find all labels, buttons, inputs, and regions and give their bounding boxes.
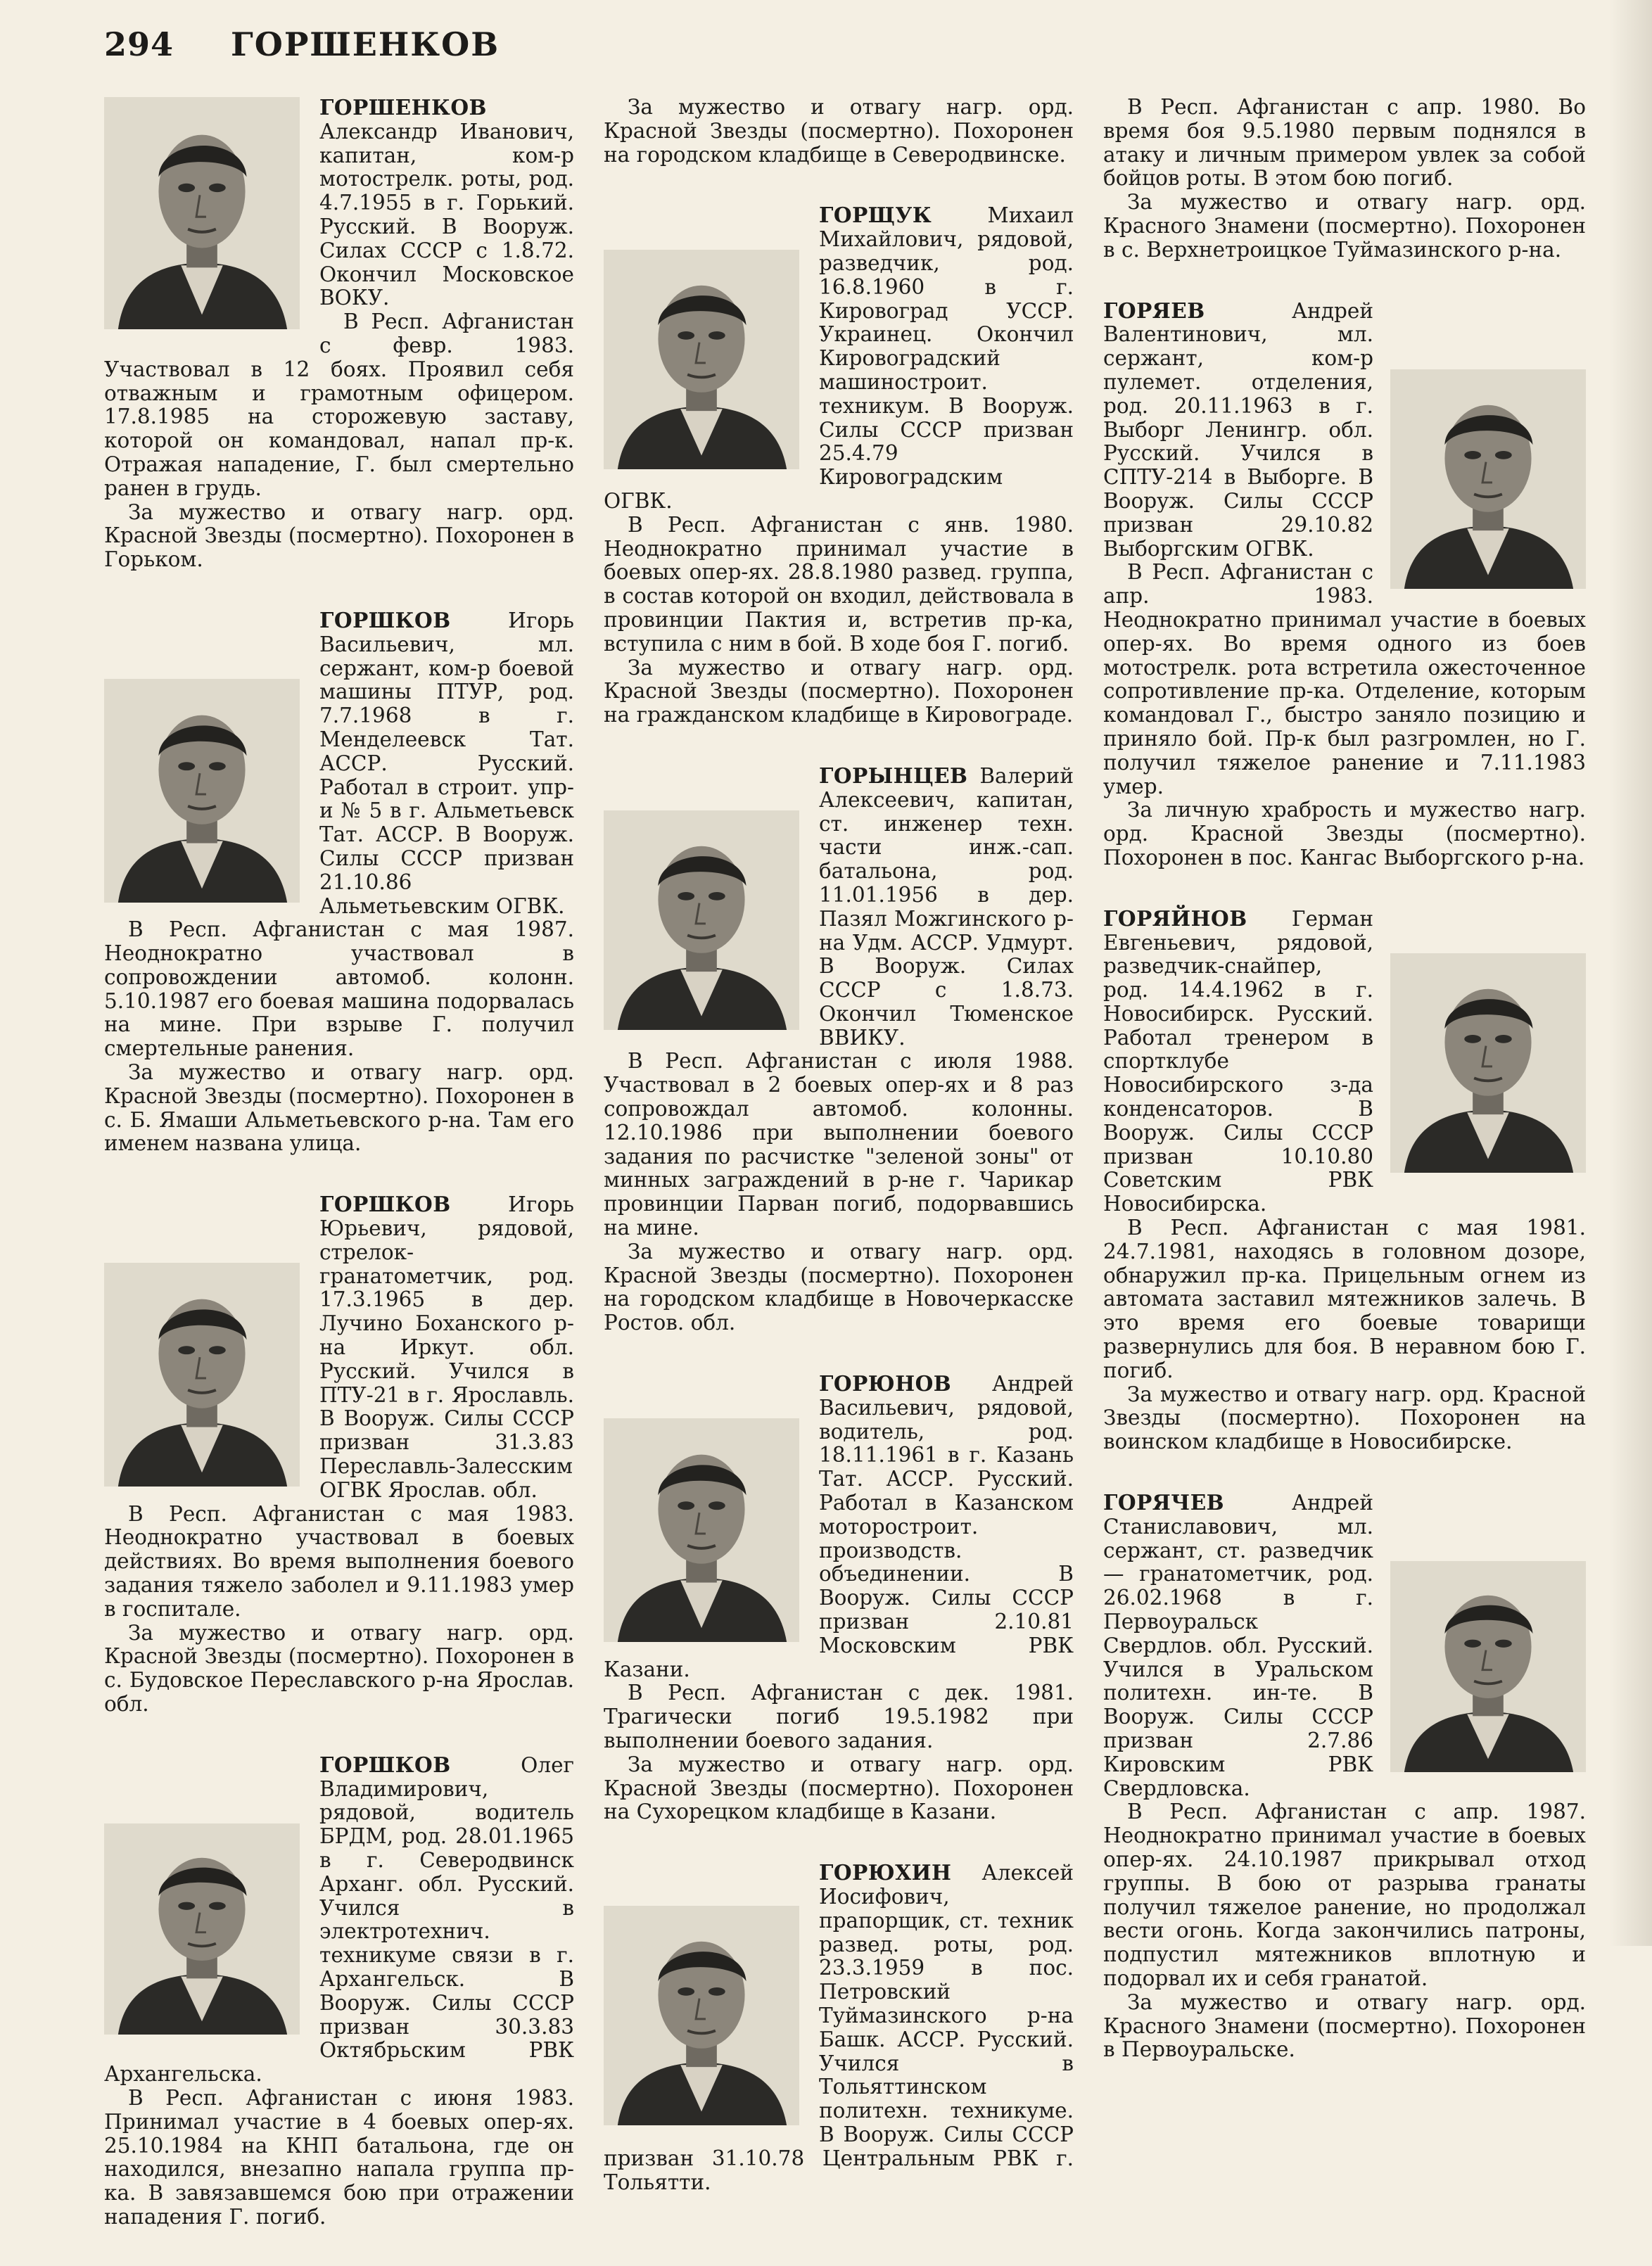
entry-continuation — [604, 96, 1074, 167]
entry-surname: ГОРЫНЦЕВ — [819, 763, 968, 788]
running-head: ГОРШЕНКОВ — [231, 25, 500, 63]
entry-paragraph: В Респ. Афганистан с июля 1988. Участвовал в 2 боевых опер-ях и 8 раз сопровождал автомоб. колонны. 12.10.1986 при выполнении боевого задания по расчистке "зеленой зоны" от минных заграждений в р-не г. Чарикар провинции Парван погиб, подорвавшись на мине. — [604, 1049, 1074, 1240]
entry-paragraph: За мужество и отвагу нагр. орд. Красной Звезды (посмертно). Похоронен в с. Будовское Переславского р-на Ярослав. обл. — [104, 1620, 574, 1716]
portrait-photo-icon — [104, 1823, 300, 2035]
entry-surname: ГОРЯЙНОВ — [1103, 905, 1247, 931]
entry-paragraph: За мужество и отвагу нагр. орд. Красной Звезды (посмертно). Похоронен на городском кладбище в Новочеркасске Ростов. обл. — [604, 1239, 1074, 1335]
entry-paragraph: В Респ. Афганистан с янв. 1980. Неоднократно принимал участие в боевых опер-ях. 28.8.1980 развед. группа, в состав которой он входил, действовала в провинции Пактия и, встретив пр-ка, вступила с ним в бой. В ходе боя Г. погиб. — [604, 512, 1074, 656]
entry-text: Андрей Станиславович, мл. сержант, ст. разведчик — гранатометчик, род. 26.02.1968 в г. Первоуральск Свердлов. обл. Русский. Учился в Уральском политехн. ин-те. В Вооруж. Силы СССР призван 2.7.86 Кировским РВК Свердловска. — [1103, 1491, 1373, 1800]
entry-gorshkov-igor-yu — [104, 1192, 574, 1717]
column-2 — [604, 96, 1074, 2231]
portrait-photo-icon — [104, 679, 300, 903]
entry-goryukhin — [604, 1861, 1074, 2194]
entry-surname: ГОРШКОВ — [319, 607, 451, 632]
portrait-photo-icon — [604, 810, 799, 1030]
portrait-photo-icon — [1390, 953, 1586, 1173]
entry-paragraph: В Респ. Афганистан с апр. 1987. Неоднократно принимал участие в боевых опер-ях. 24.10.1987 прикрывал отход группы. В бою от разрыва гранаты получил тяжелое ранение, но продолжал вести огонь. Когда закончились патроны, подпустил мятежников вплотную и подорвал их и себя гранатой. — [1103, 1800, 1586, 1990]
portrait-photo-icon — [104, 1263, 300, 1487]
entry-text: Валерий Алексеевич, капитан, ст. инженер техн. части инж.-сап. батальона, род. 11.01.1956 в дер. Пазял Можгинского р-на Удм. АССР. Удмурт. В Вооруж. Силах СССР с 1.8.73. Окончил Тюменское ВВИКУ. — [819, 763, 1074, 1050]
entry-paragraph: За мужество и отвагу нагр. орд. Красной Звезды (посмертно). Похоронен на Сухорецком кладбище в Казани. — [604, 1752, 1074, 1824]
portrait-photo-icon — [604, 250, 799, 469]
column-3 — [1103, 96, 1586, 2099]
entry-paragraph: За мужество и отвагу нагр. орд. Красной Звезды (посмертно). Похоронен на воинском кладбище в Новосибирске. — [1103, 1382, 1586, 1454]
entry-surname: ГОРШЕНКОВ — [319, 95, 487, 120]
portrait-photo-icon — [104, 97, 300, 329]
column-1 — [104, 96, 574, 2266]
entry-surname: ГОРШКОВ — [319, 1192, 451, 1217]
entry-goryunov — [604, 1372, 1074, 1824]
entry-surname: ГОРЯЧЕВ — [1103, 1490, 1225, 1515]
entry-surname: ГОРЯЕВ — [1103, 298, 1205, 323]
entry-text: Игорь Юрьевич, рядовой, стрелок-гранатометчик, род. 17.3.1965 в дер. Лучино Боханского р-на Иркут. обл. Русский. Учился в ПТУ-21 в г. Ярославль. В Вооруж. Силы СССР призван 31.3.83 Переславль-Залесским ОГВК Ярослав. обл. — [319, 1192, 574, 1502]
entry-surname: ГОРЩУК — [819, 203, 932, 228]
entry-continuation — [1103, 96, 1586, 262]
entry-goryaev — [1103, 299, 1586, 870]
entry-gorshkov-igor-v — [104, 609, 574, 1156]
entry-paragraph: В Респ. Афганистан с мая 1981. 24.7.1981, находясь в головном дозоре, обнаружил пр-ка. Прицельным огнем из автомата заставил мятежников залечь. В это время его боевые товарищи развернулись для боя. В неравном бою Г. погиб. — [1103, 1216, 1586, 1382]
entry-paragraph: За мужество и отвагу нагр. орд. Красной Звезды (посмертно). Похоронен в Горьком. — [104, 499, 574, 572]
entry-surname: ГОРЮНОВ — [819, 1371, 952, 1396]
entry-gorynstev — [604, 764, 1074, 1335]
entry-text: Андрей Валентинович, мл. сержант, ком-р пулемет. отделения, род. 20.11.1963 в г. Выборг Ленингр. обл. Русский. Учился в СПТУ-214 в Выборге. В Вооруж. Силы СССР призван 29.10.82 Выборгским ОГВК. — [1103, 298, 1373, 561]
entry-paragraph: За личную храбрость и мужество нагр. орд. Красной Звезды (посмертно). Похоронен в пос. Кангас Выборгского р-на. — [1103, 798, 1586, 870]
entry-paragraph: За мужество и отвагу нагр. орд. Красной Звезды (посмертно). Похоронен на гражданском кладбище в Кировограде. — [604, 655, 1074, 727]
portrait-photo-icon — [1390, 1561, 1586, 1772]
entry-paragraph: В Респ. Афганистан с мая 1983. Неоднократно участвовал в боевых действиях. Во время выполнения боевого задания тяжело заболел и 9.11.1983 умер в госпитале. — [104, 1501, 574, 1621]
entry-goryainov — [1103, 907, 1586, 1454]
entry-paragraph: В Респ. Афганистан с дек. 1981. Трагически погиб 19.5.1982 при выполнении боевого задания. — [604, 1681, 1074, 1752]
entry-gorshenkov — [104, 96, 574, 572]
page-edge-shadow — [1610, 0, 1652, 1946]
portrait-photo-icon — [604, 1418, 799, 1642]
portrait-photo-icon — [604, 1906, 799, 2125]
portrait-photo-icon — [1390, 369, 1586, 589]
entry-gorshkov-oleg — [104, 1753, 574, 2229]
entry-paragraph: В Респ. Афганистан с апр. 1983. Неоднократно принимал участие в боевых опер-ях. Во время одного из боев мотострелк. рота встретила ожесточенное сопротивление пр-ка. Отделение, которым командовал Г., быстро заняло позицию и приняло бой. Пр-к был разгромлен, но Г. получил тяжелое ранение и 7.11.1983 умер. — [1103, 560, 1586, 798]
entry-text: Герман Евгеньевич, рядовой, разведчик-снайпер, род. 14.4.1962 в г. Новосибирск. Русский. Работал тренером в спортклубе Новосибирского з-да конденсаторов. В Вооруж. Силы СССР призван 10.10.80 Советским РВК Новосибирска. — [1103, 906, 1373, 1216]
entry-text: Андрей Васильевич, рядовой, водитель, род. 18.11.1961 в г. Казань Тат. АССР. Русский. Работал в Казанском моторостроит. производств. объединении. В Вооруж. Силы СССР призван 2.10.81 Московским РВК Казани. — [604, 1372, 1074, 1681]
entry-paragraph: За мужество и отвагу нагр. орд. Красной Звезды (посмертно). Похоронен на городском кладбище в Северодвинске. — [604, 95, 1074, 167]
entry-paragraph: За мужество и отвагу нагр. орд. Красного Знамени (посмертно). Похоронен в с. Верхнетроицкое Туймазинского р-на. — [1103, 190, 1586, 262]
page-number: 294 — [104, 25, 174, 63]
entry-surname: ГОРЮХИН — [819, 1860, 952, 1885]
entry-paragraph: За мужество и отвагу нагр. орд. Красной Звезды (посмертно). Похоронен в с. Б. Ямаши Альметьевского р-на. Там его именем названа улица. — [104, 1060, 574, 1156]
entry-text: Олег Владимирович, рядовой, водитель БРДМ, род. 28.01.1965 в г. Северодвинск Арханг. обл. Русский. Учился в электротехнич. техникуме связи в г. Архангельск. В Вооруж. Силы СССР призван 30.3.83 Октябрьским РВК Архангельска. — [104, 1752, 574, 2087]
entry-paragraph: В Респ. Афганистан с февр. 1983. Участвовал в 12 боях. Проявил себя отважным и грамотным офицером. 17.8.1985 на сторожевую заставу, которой он командовал, напал пр-к. Отражая нападение, Г. был смертельно ранен в грудь. — [104, 310, 574, 500]
entry-text: Михаил Михайлович, рядовой, разведчик, род. 16.8.1960 в г. Кировоград УССР. Украинец. Окончил Кировоградский машиностроит. техникум. В Вооруж. Силы СССР призван 25.4.79 Кировоградским ОГВК. — [604, 203, 1074, 513]
entry-text: Александр Иванович, капитан, ком-р мотострелк. роты, род. 4.7.1955 в г. Горький. Русский. В Вооруж. Силах СССР с 1.8.72. Окончил Московское ВОКУ. — [319, 119, 574, 310]
entry-surname: ГОРШКОВ — [319, 1752, 451, 1777]
entry-text: Игорь Васильевич, мл. сержант, ком-р боевой машины ПТУР, род. 7.7.1968 в г. Менделеевск Тат. АССР. Русский. Работал в строит. упр-и № 5 в г. Альметьевск Тат. АССР. В Вооруж. Силы СССР призван 21.10.86 Альметьевским ОГВК. — [319, 608, 574, 918]
entry-goryachev — [1103, 1491, 1586, 2062]
entry-gorshchuk — [604, 203, 1074, 727]
entry-paragraph: В Респ. Афганистан с июня 1983. Принимал участие в 4 боевых опер-ях. 25.10.1984 на КНП батальона, где он находился, внезапно напала группа пр-ка. В завязавшемся бою при отражении нападения Г. погиб. — [104, 2085, 574, 2229]
entry-paragraph: В Респ. Афганистан с апр. 1980. Во время боя 9.5.1980 первым поднялся в атаку и личным примером увлек за собой бойцов роты. В этом бою погиб. — [1103, 95, 1586, 191]
entry-paragraph: В Респ. Афганистан с мая 1987. Неоднократно участвовал в сопровождении автомоб. колонн. 5.10.1987 его боевая машина подорвалась на мине. При взрыве Г. получил смертельные ранения. — [104, 917, 574, 1061]
entry-paragraph: За мужество и отвагу нагр. орд. Красного Знамени (посмертно). Похоронен в Первоуральске. — [1103, 1990, 1586, 2062]
entry-text: Алексей Иосифович, прапорщик, ст. техник развед. роты, род. 23.3.1959 в пос. Петровский Туймазинского р-на Башк. АССР. Русский. Учился в Тольяттинском политехн. техникуме. В Вооруж. Силы СССР призван 31.10.78 Центральным РВК г. Тольятти. — [604, 1861, 1074, 2194]
